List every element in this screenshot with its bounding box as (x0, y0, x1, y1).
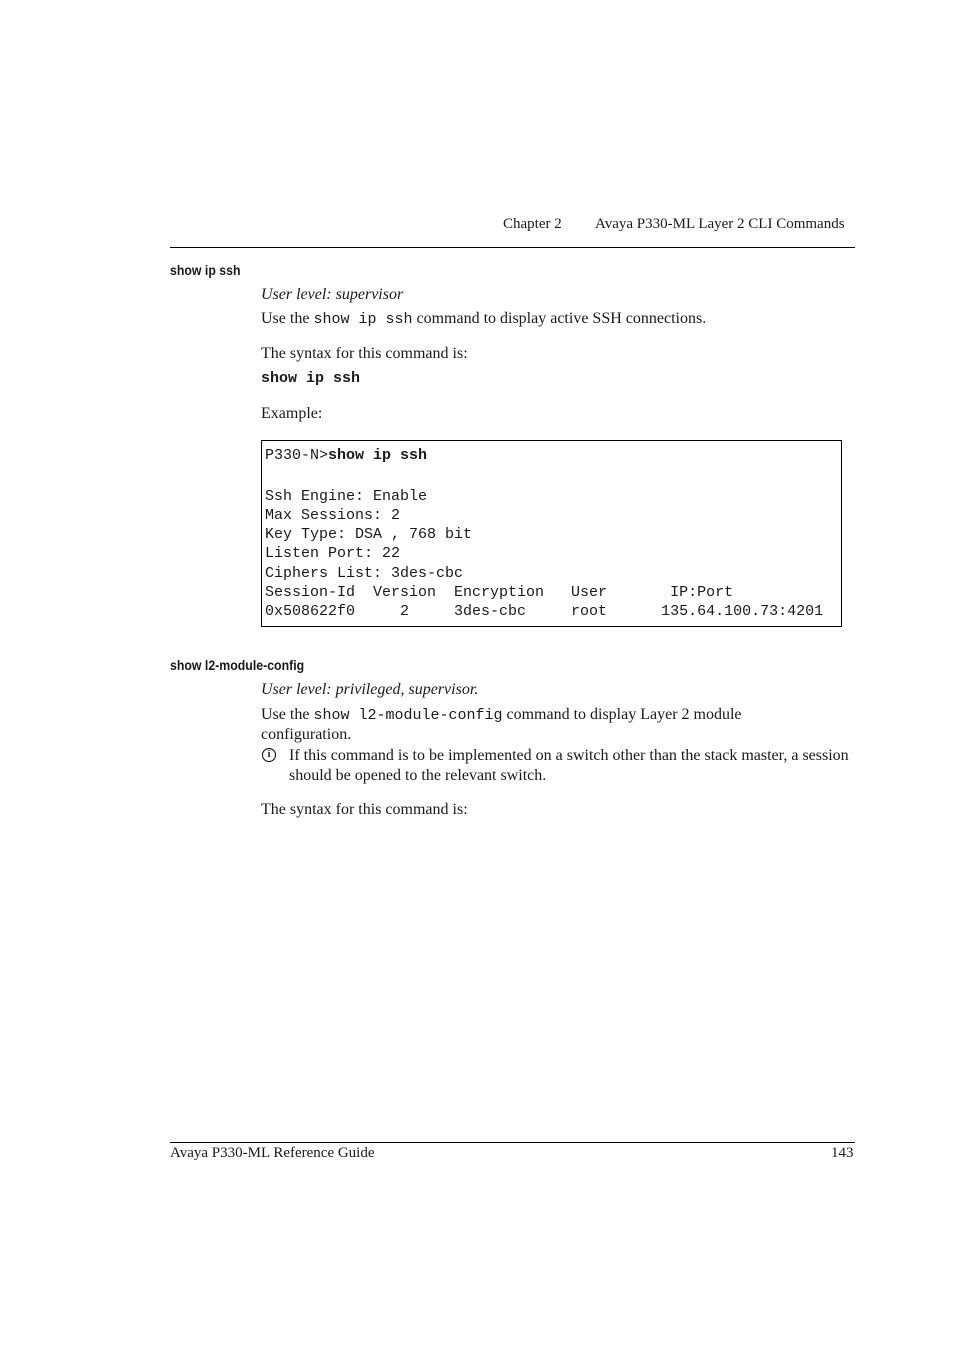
code-prompt: P330-N> (265, 447, 329, 464)
syntax-intro: The syntax for this command is: (261, 345, 468, 362)
chapter-label: Chapter 2 (503, 216, 562, 232)
code-line: Listen Port: 22 (265, 545, 401, 562)
code-line: Key Type: DSA , 768 bit (265, 526, 473, 543)
section-heading-show-l2-module-config: show l2-module-config (170, 657, 305, 673)
footer-guide-title: Avaya P330-ML Reference Guide (170, 1145, 375, 1161)
header-rule (170, 247, 855, 248)
syntax-intro: The syntax for this command is: (261, 801, 468, 818)
page-number: 143 (831, 1145, 854, 1161)
inline-code: show l2-module-config (313, 707, 503, 724)
code-line: 0x508622f0 2 3des-cbc root 135.64.100.73:4201 (265, 603, 824, 620)
code-line: Ssh Engine: Enable (265, 488, 428, 505)
code-line: Ciphers List: 3des-cbc (265, 565, 464, 582)
code-line: Session-Id Version Encryption User IP:Port (265, 584, 734, 601)
command-description (261, 705, 801, 744)
note-text: If this command is to be implemented on a switch other than the stack master, a session should be opened to the relevant switch. (289, 747, 849, 784)
code-line: Max Sessions: 2 (265, 507, 401, 524)
example-code-box (261, 440, 842, 627)
user-level: User level: supervisor (261, 286, 404, 303)
code-command: show ip ssh (328, 447, 428, 464)
example-label: Example: (261, 405, 323, 422)
section-heading-show-ip-ssh: show ip ssh (170, 262, 241, 278)
desc-text-pre: Use the (261, 310, 314, 327)
desc-text-post: command to display Layer 2 module configuration. (261, 706, 742, 743)
syntax-command: show ip ssh (261, 370, 361, 387)
footer-rule (170, 1142, 855, 1143)
info-icon: i (262, 748, 276, 762)
inline-code: show ip ssh (313, 311, 413, 328)
header-title: Avaya P330-ML Layer 2 CLI Commands (595, 216, 845, 232)
code-prompt-line (265, 447, 427, 464)
desc-text-post: command to display active SSH connections. (412, 310, 707, 327)
user-level: User level: privileged, supervisor. (261, 681, 479, 698)
command-description (261, 310, 706, 328)
desc-text-pre: Use the (261, 706, 314, 723)
